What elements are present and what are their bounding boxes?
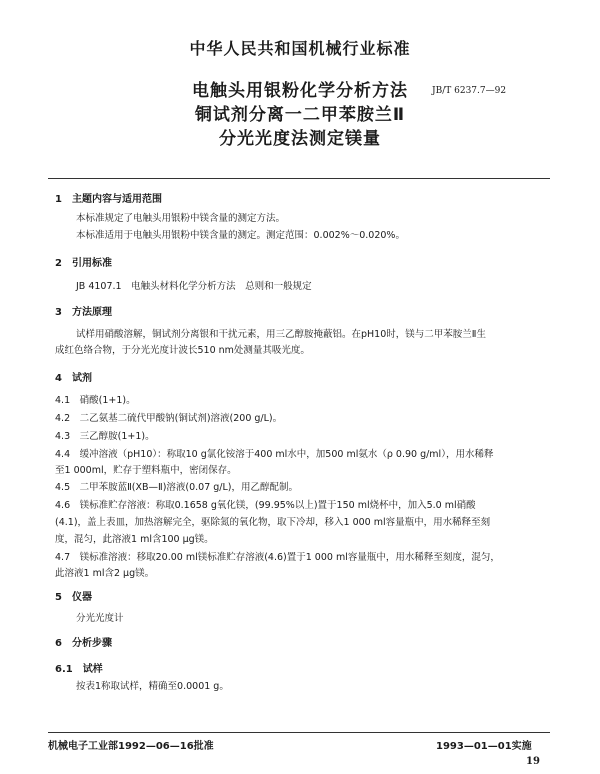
title-divider bbox=[48, 178, 550, 179]
implementation-date: 1993—01—01实施 bbox=[436, 741, 532, 752]
section-5-heading: 5 仪器 bbox=[55, 592, 92, 603]
page-number: 19 bbox=[526, 756, 540, 767]
footer-divider bbox=[48, 732, 550, 733]
title-line-2: 铜试剂分离一二甲苯胺兰Ⅱ bbox=[194, 105, 406, 125]
section-2-line: JB 4107.1 电触头材料化学分析方法 总则和一般规定 bbox=[76, 281, 312, 292]
section-5-line: 分光光度计 bbox=[76, 613, 124, 624]
reagent-item-cont: (4.1)，盖上表皿，加热溶解完全，驱除氮的氧化物，取下冷却，移入1 000 ml容量瓶中，用水稀释至刻 bbox=[55, 517, 491, 528]
reagent-item: 4.4 缓冲溶液（pH10）：称取10 g氯化铵溶于400 ml水中，加500 ml氨水（ρ 0.90 g/ml），用水稀释 bbox=[55, 449, 494, 460]
approval-date: 机械电子工业部1992—06—16批准 bbox=[48, 741, 214, 752]
reagent-item-cont: 此溶液1 ml含2 μg镁。 bbox=[55, 568, 155, 579]
reagent-item: 4.7 镁标准溶液：移取20.00 ml镁标准贮存溶液(4.6)置于1 000 ml容量瓶中，用水稀释至刻度，混匀， bbox=[55, 552, 500, 563]
section-2-heading: 2 引用标准 bbox=[55, 258, 112, 269]
standard-number: JB/T 6237.7—92 bbox=[432, 86, 507, 96]
section-1-line: 本标准适用于电触头用银粉中镁含量的测定。测定范围：0.002%～0.020%。 bbox=[76, 230, 405, 241]
section-1-heading: 1 主题内容与适用范围 bbox=[55, 194, 162, 205]
reagent-item: 4.6 镁标准贮存溶液：称取0.1658 g氧化镁，(99.95%以上)置于150 ml烧杯中，加入5.0 ml硝酸 bbox=[55, 500, 476, 511]
section-3-line: 试样用硝酸溶解，铜试剂分离银和干扰元素，用三乙醇胺掩蔽铝。在pH10时，镁与二甲苯胺兰Ⅱ生 bbox=[76, 329, 486, 340]
section-6-1-line: 按表1称取试样，精确至0.0001 g。 bbox=[76, 681, 229, 692]
title-line-1: 电触头用银粉化学分析方法 bbox=[192, 81, 408, 101]
section-1-line: 本标准规定了电触头用银粉中镁含量的测定方法。 bbox=[76, 213, 286, 224]
issuing-authority-header: 中华人民共和国机械行业标准 bbox=[189, 39, 411, 58]
section-4-heading: 4 试剂 bbox=[55, 373, 92, 384]
section-3-line: 成红色络合物，于分光光度计波长510 nm处测量其吸光度。 bbox=[55, 345, 310, 356]
reagent-item-cont: 至1 000ml，贮存于塑料瓶中，密闭保存。 bbox=[55, 465, 237, 476]
reagent-item: 4.5 二甲苯胺蓝Ⅱ(XB—Ⅱ)溶液(0.07 g/L)，用乙醇配制。 bbox=[55, 482, 299, 493]
section-6-heading: 6 分析步骤 bbox=[55, 638, 112, 649]
section-6-1-heading: 6.1 试样 bbox=[55, 664, 103, 675]
title-line-3: 分光光度法测定镁量 bbox=[219, 129, 381, 149]
reagent-item-cont: 度，混匀，此溶液1 ml含100 μg镁。 bbox=[55, 534, 214, 545]
section-3-heading: 3 方法原理 bbox=[55, 307, 112, 318]
reagent-item: 4.2 二乙氨基二硫代甲酸钠(铜试剂)溶液(200 g/L)。 bbox=[55, 413, 283, 424]
reagent-item: 4.1 硝酸(1+1)。 bbox=[55, 395, 136, 406]
reagent-item: 4.3 三乙醇胺(1+1)。 bbox=[55, 431, 155, 442]
